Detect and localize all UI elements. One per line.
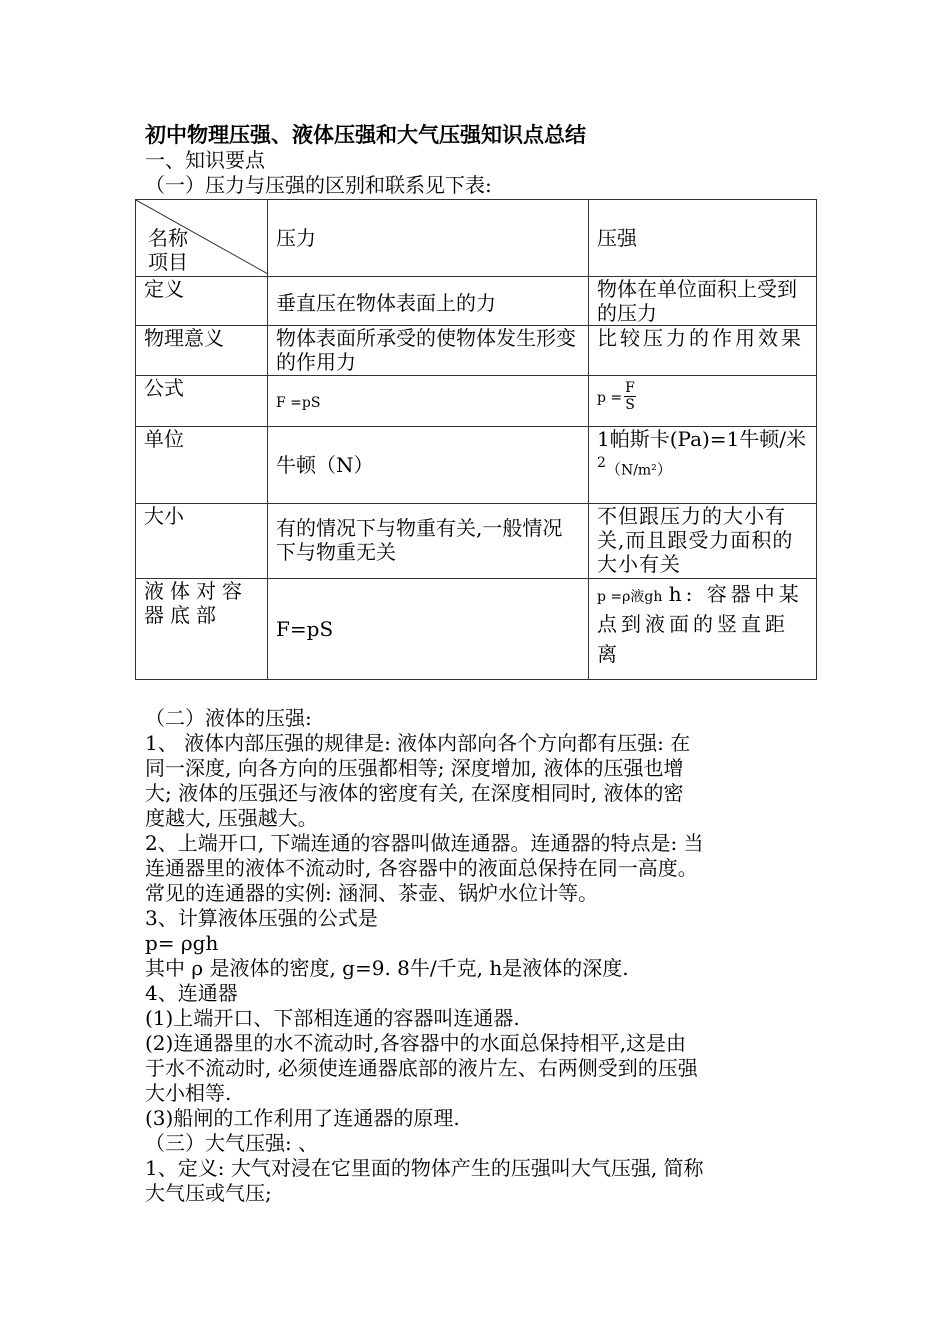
- formula-line: p= ρgh: [145, 931, 219, 955]
- paragraph-line: （二）液体的压强:: [145, 706, 312, 730]
- formula-prefix: p =: [597, 390, 623, 406]
- paragraph-line: (2)连通器里的水不流动时,各容器中的水面总保持相平,这是由: [145, 1031, 687, 1055]
- liquid-formula-note: h: 容器中某点到液面的竖直距离: [597, 582, 803, 666]
- table-row: [136, 427, 817, 504]
- table-cell: [589, 579, 817, 680]
- fraction-denominator: S: [625, 397, 635, 413]
- paragraph-line: 同一深度, 向各方向的压强都相等; 深度增加, 液体的压强也增: [145, 756, 684, 780]
- paragraph-line: 大; 液体的压强还与液体的密度有关, 在深度相同时, 液体的密: [145, 781, 684, 805]
- table-cell: 有的情况下与物重有关,一般情况下与物重无关: [268, 504, 589, 579]
- formula-text: F =pS: [276, 395, 321, 411]
- fraction-cell: [589, 376, 817, 427]
- table-row: [136, 579, 817, 680]
- corner-cell: [136, 200, 268, 277]
- fraction-numerator: F: [625, 380, 635, 396]
- table-row: [136, 277, 817, 326]
- row-label: 公式: [136, 376, 268, 427]
- unit-text: 1帕斯卡(Pa)=1牛顿/米: [597, 427, 807, 451]
- corner-bottom-label: 项目: [148, 250, 188, 274]
- paragraph-line: 其中 ρ 是液体的密度, g=9. 8牛/千克, h是液体的深度.: [145, 956, 629, 980]
- paragraph-line: 于水不流动时, 必须使连通器底部的液片左、右两侧受到的压强: [145, 1056, 698, 1080]
- paragraph-line: 1、 液体内部压强的规律是: 液体内部向各个方向都有压强: 在: [145, 731, 691, 755]
- table-cell: 物体表面所承受的使物体发生形变的作用力: [268, 326, 589, 376]
- table-row: [136, 326, 817, 376]
- table-cell: 垂直压在物体表面上的力: [268, 277, 589, 326]
- row-label: 液体对容器底部: [136, 579, 268, 680]
- corner-top-label: 名称: [148, 226, 188, 250]
- unit-cell: 1帕斯卡(Pa)=1牛顿/米$^2$（N/m²）: [589, 427, 817, 504]
- paragraph-line: (1)上端开口、下部相连通的容器叫连通器.: [145, 1006, 520, 1030]
- paragraph-line: 大气压或气压;: [145, 1181, 272, 1205]
- table-cell: F=pS: [268, 579, 589, 680]
- fraction: [624, 380, 636, 413]
- subsection-heading: （一）压力与压强的区别和联系见下表:: [145, 173, 492, 197]
- paragraph-line: 度越大, 压强越大。: [145, 806, 318, 830]
- row-label: 定义: [136, 277, 268, 326]
- paragraph-line: (3)船闸的工作利用了连通器的原理.: [145, 1106, 460, 1130]
- paragraph-line: 4、连通器: [145, 981, 238, 1005]
- header-cell-pressure: 压强: [589, 200, 817, 277]
- paragraph-line: （三）大气压强: 、: [145, 1131, 319, 1155]
- table-cell: 牛顿（N）: [268, 427, 589, 504]
- table-cell: 不但跟压力的大小有关,而且跟受力面积的大小有关: [589, 504, 817, 579]
- paragraph-line: 常见的连通器的实例: 涵洞、茶壶、锅炉水位计等。: [145, 881, 599, 905]
- row-label: 物理意义: [136, 326, 268, 376]
- unit-superscript: 2: [597, 455, 606, 471]
- table-header-row: [136, 200, 817, 277]
- table-row: [136, 376, 817, 427]
- table-row: [136, 504, 817, 579]
- paragraph-line: 2、上端开口, 下端连通的容器叫做连通器。连通器的特点是: 当: [145, 831, 704, 855]
- paragraph-line: 连通器里的液体不流动时, 各容器中的液面总保持在同一高度。: [145, 856, 698, 880]
- document-title: 初中物理压强、液体压强和大气压强知识点总结: [145, 122, 586, 147]
- paragraph-line: 大小相等.: [145, 1081, 232, 1105]
- paragraph-line: 3、计算液体压强的公式是: [145, 906, 378, 930]
- paragraph-line: 1、定义: 大气对浸在它里面的物体产生的压强叫大气压强, 简称: [145, 1156, 704, 1180]
- row-label: 单位: [136, 427, 268, 504]
- liquid-formula: p =ρ液gh: [597, 589, 663, 605]
- header-cell-pressure-force: 压力: [268, 200, 589, 277]
- table-cell: 比较压力的作用效果: [589, 326, 817, 376]
- row-label: 大小: [136, 504, 268, 579]
- section-heading: 一、知识要点: [145, 148, 265, 172]
- unit-symbol: N/m²: [620, 462, 657, 479]
- comparison-table: [135, 199, 817, 680]
- table-cell: 物体在单位面积上受到的压力: [589, 277, 817, 326]
